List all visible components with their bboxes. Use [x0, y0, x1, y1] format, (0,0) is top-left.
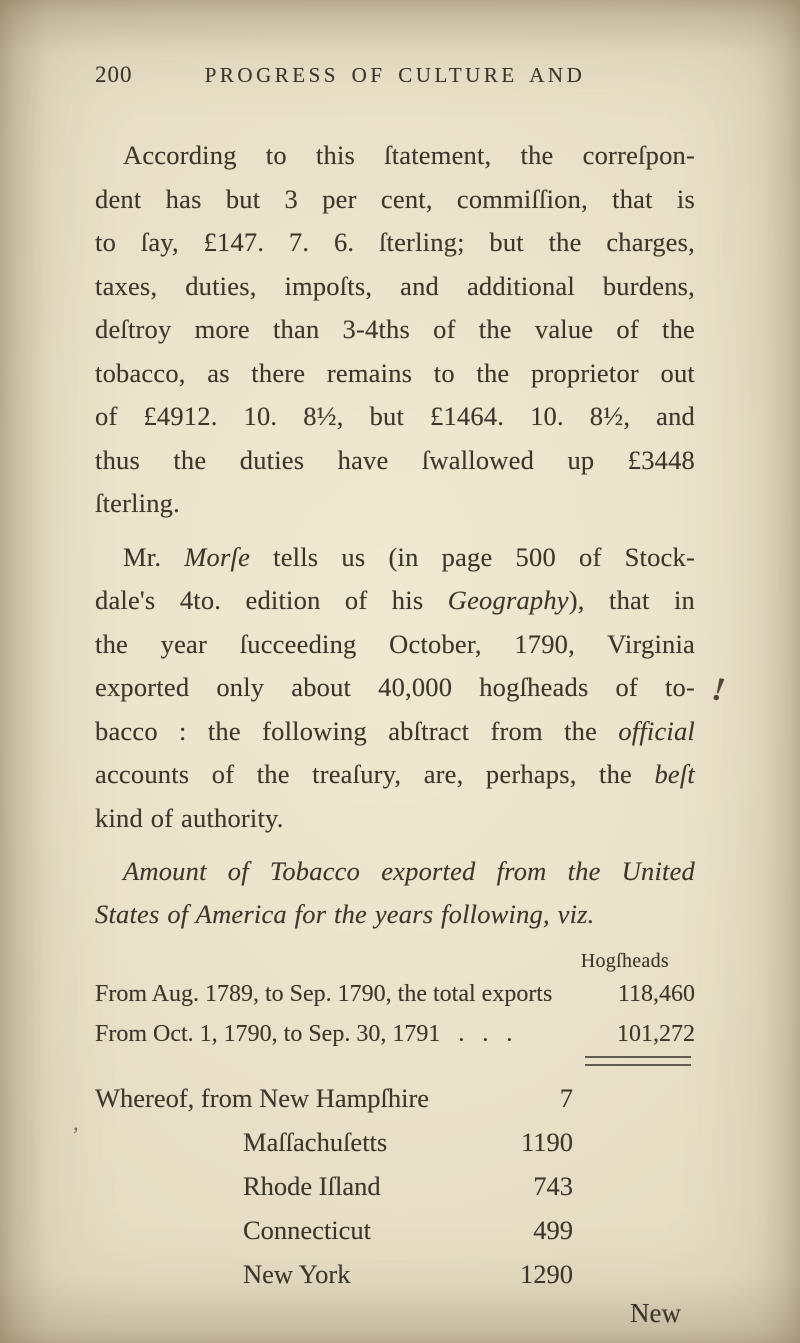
state-breakdown-list	[95, 1076, 573, 1296]
text-segment: to ſay, £147. 7. 6. ſterling; but the charges,	[95, 227, 695, 257]
italic-text-segment: Geography	[447, 585, 569, 615]
text-line	[95, 352, 695, 396]
page-header	[95, 62, 695, 90]
row-value: 118,460	[617, 981, 695, 1007]
text-segment: exported only about 40,000 hogſheads of to-	[95, 672, 695, 702]
text-line	[95, 797, 695, 841]
ledger-row	[95, 1252, 573, 1296]
text-segment: accounts of the treaſury, are, perhaps, the	[95, 759, 655, 789]
text-segment: tobacco, as there remains to the proprietor out	[95, 357, 695, 388]
text-line	[95, 893, 695, 936]
ledger-row	[95, 1014, 695, 1054]
export-table-rows	[95, 974, 695, 1054]
text-segment: ſterling.	[95, 488, 180, 518]
text-line	[95, 134, 695, 178]
text-line	[95, 623, 695, 667]
text-segment: of £4912. 10. 8½, but £1464. 10. 8½, and	[95, 401, 695, 431]
text-line	[95, 850, 695, 893]
text-segment: dale's 4to. edition of his	[95, 585, 448, 615]
text-segment: deſtroy more than 3-4ths of the value of the	[95, 314, 695, 344]
hogsheads-column-label: Hogſheads	[580, 950, 669, 972]
row-label: New York	[243, 1259, 351, 1289]
row-value: 7	[559, 1083, 573, 1113]
ledger-row	[95, 974, 695, 1014]
page-content	[95, 62, 695, 1329]
italic-text-segment: Amount of Tobacco exported from the United	[123, 856, 695, 886]
row-label: Connecticut	[243, 1215, 372, 1245]
text-segment: tells us (in page 500 of Stock-	[250, 541, 695, 572]
paper-speck: ’	[72, 1122, 80, 1147]
text-line	[95, 439, 695, 483]
row-label: From Oct. 1, 1790, to Sep. 30, 1791 . . .	[95, 1021, 513, 1047]
text-line	[95, 536, 695, 580]
export-table	[95, 948, 695, 1066]
italic-text-segment: beſt	[654, 759, 695, 789]
text-line	[95, 666, 695, 710]
text-segment: dent has but 3 per cent, commiſſion, that is	[95, 183, 695, 214]
row-value: 1290	[520, 1259, 573, 1289]
page-number: 200	[95, 62, 133, 87]
text-segment: Mr.	[123, 541, 185, 572]
ledger-row	[95, 1208, 573, 1252]
text-line	[95, 221, 695, 265]
text-segment: ), that in	[568, 585, 695, 615]
text-segment: According to this ſtatement, the correſpon-	[123, 140, 695, 170]
text-line	[95, 753, 695, 797]
ledger-row	[95, 1164, 573, 1208]
text-line	[95, 710, 695, 754]
text-segment: kind of authority.	[95, 802, 284, 833]
text-segment: thus the duties have ſwallowed up £3448	[95, 444, 695, 475]
paragraph-morse	[95, 536, 695, 841]
row-value: 101,272	[617, 1021, 695, 1047]
text-line	[95, 178, 695, 222]
text-line	[95, 482, 695, 526]
row-label: Whereof, from New Hampſhire	[95, 1083, 430, 1113]
text-segment: taxes, duties, impoſts, and additional burdens,	[95, 270, 695, 301]
row-label: Rhode Iſland	[243, 1171, 381, 1201]
handwritten-exclamation-mark: !	[709, 671, 728, 709]
text-line	[95, 265, 695, 309]
italic-text-segment: official	[618, 715, 695, 746]
row-label: Maſſachuſetts	[243, 1127, 388, 1157]
table-total-rule	[585, 1056, 691, 1066]
catchword: New	[630, 1298, 681, 1328]
row-value: 1190	[520, 1127, 573, 1157]
text-line	[95, 579, 695, 623]
ledger-row	[95, 1120, 573, 1164]
paragraph-statement	[95, 134, 695, 526]
row-value: 499	[533, 1215, 573, 1245]
running-title: PROGRESS OF CULTURE AND	[204, 63, 586, 87]
table-heading	[95, 850, 695, 936]
row-label: From Aug. 1789, to Sep. 1790, the total exports	[95, 981, 553, 1007]
italic-text-segment: States of America for the years following, viz.	[95, 899, 595, 929]
row-value: 743	[533, 1171, 573, 1201]
text-line	[95, 308, 695, 352]
ledger-row	[95, 1076, 573, 1120]
italic-text-segment: Morſe	[184, 541, 251, 572]
text-segment: bacco : the following abſtract from the	[95, 715, 619, 746]
text-line	[95, 395, 695, 439]
text-segment: the year ſucceeding October, 1790, Virginia	[95, 628, 695, 659]
